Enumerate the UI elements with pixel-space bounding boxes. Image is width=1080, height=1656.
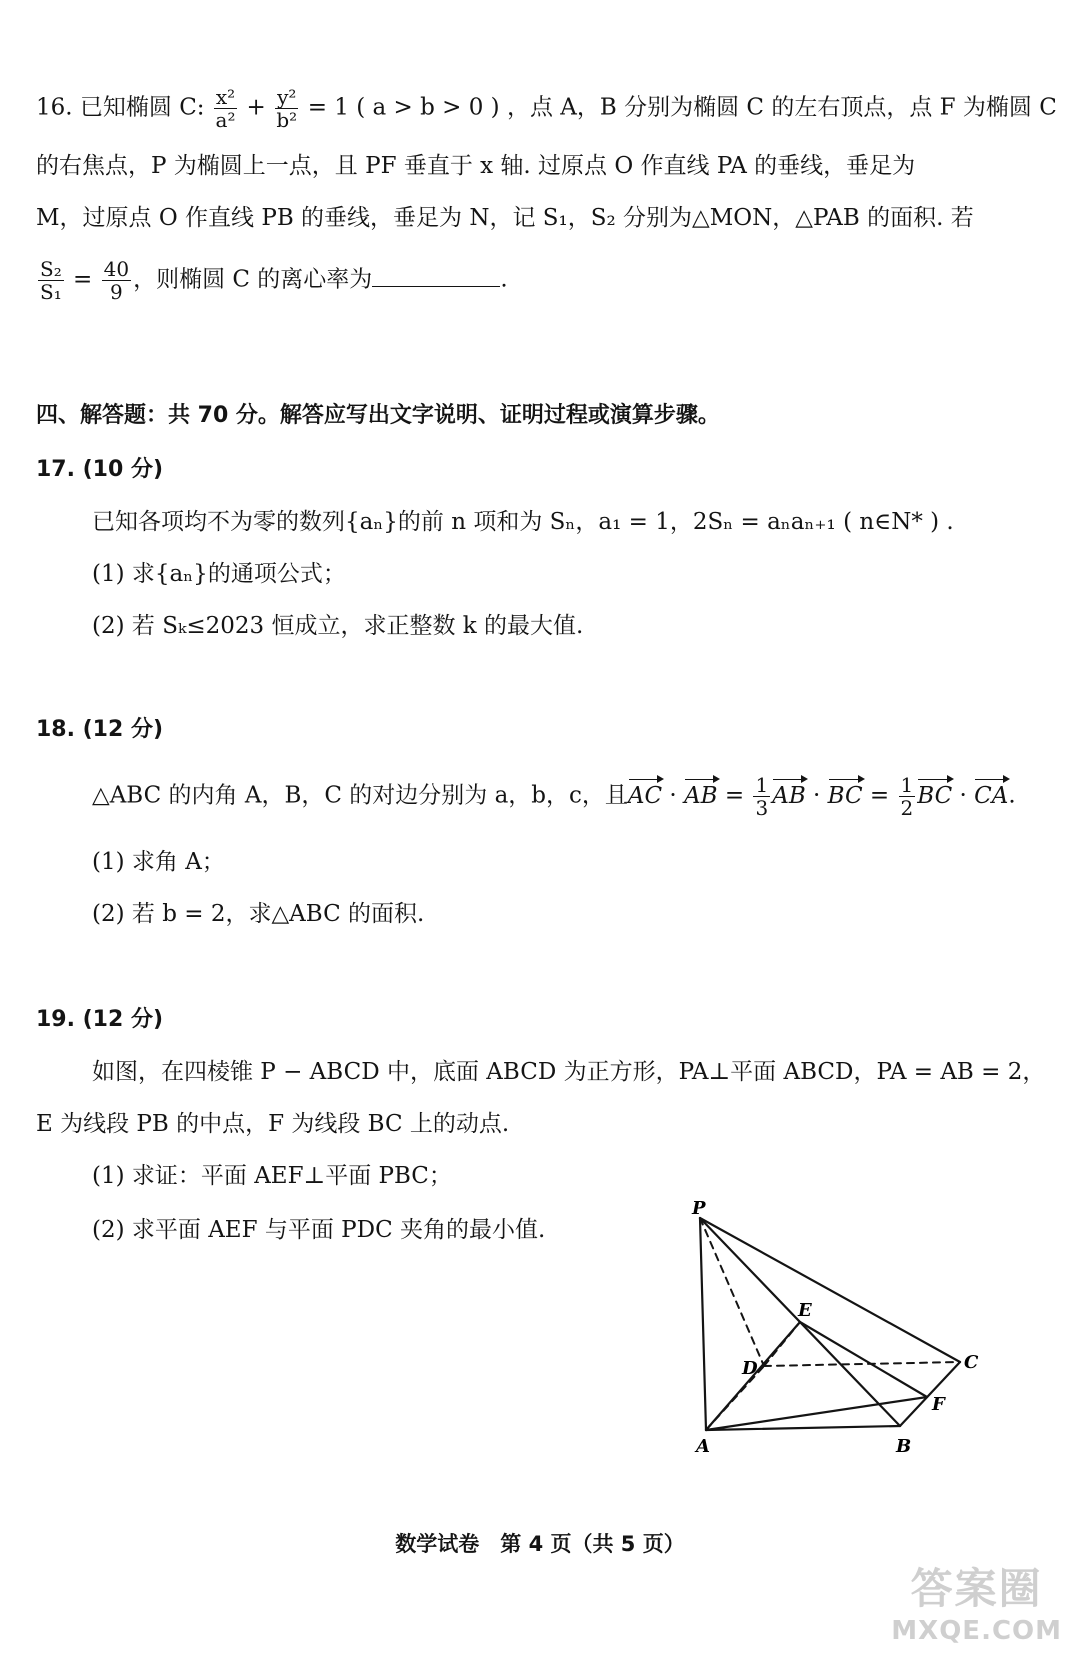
label-d: D	[742, 1358, 758, 1379]
forty-over-nine-fraction: $\frac{40}{9}$	[103, 257, 130, 304]
edge-pd	[700, 1218, 764, 1366]
watermark-logo: 答案圈	[910, 1564, 1043, 1613]
one-half-fraction: $\frac{1}{2}$	[900, 773, 914, 820]
vector-ac: AC	[627, 782, 663, 809]
q18-part1: (1) 求角 A；	[92, 849, 225, 875]
q17-stem: 已知各项均不为零的数列{aₙ}的前 n 项和为 Sₙ，a₁ = 1，2Sₙ = aₙaₙ₊₁ ( n∈N* ) .	[92, 509, 954, 535]
vector-bc-2: BC	[917, 782, 953, 809]
label-e: E	[798, 1300, 812, 1321]
label-b: B	[896, 1436, 912, 1457]
pyramid-figure	[680, 1196, 1010, 1462]
q16-line4: $\frac{\text{S₂}}{\text{S₁}}$ = $\frac{40}{9}$ ，则椭圆 C 的离心率为 .	[40, 257, 508, 304]
s2-over-s1-fraction: $\frac{\text{S₂}}{\text{S₁}}$	[40, 257, 62, 304]
q19-stem-line1: 如图，在四棱锥 P − ABCD 中，底面 ABCD 为正方形，PA⊥平面 ABCD，PA = AB = 2，	[92, 1059, 1046, 1085]
label-a: A	[696, 1436, 710, 1457]
label-c: C	[964, 1352, 979, 1373]
page-footer: 数学试卷 第 4 页（共 5 页）	[395, 1532, 685, 1556]
edge-pa	[700, 1218, 706, 1430]
q16-text-a: 16. 已知椭圆 C:	[36, 94, 212, 121]
label-f: F	[932, 1394, 945, 1415]
q16-text-eccentricity: ，则椭圆 C 的离心率为	[133, 266, 373, 293]
q18-part2: (2) 若 b = 2，求△ABC 的面积.	[92, 901, 425, 927]
vector-ca: CA	[974, 782, 1009, 809]
vector-bc: BC	[827, 782, 863, 809]
q19-part1: (1) 求证：平面 AEF⊥平面 PBC；	[92, 1163, 452, 1189]
vector-ab-2: AB	[772, 782, 806, 809]
q19-stem-line2: E 为线段 PB 的中点，F 为线段 BC 上的动点.	[36, 1111, 510, 1137]
q17-number: 17. (10 分)	[36, 457, 164, 482]
q16-line2: 的右焦点，P 为椭圆上一点，且 PF 垂直于 x 轴. 过原点 O 作直线 PA 的垂线，垂足为	[36, 153, 916, 179]
q18-number: 18. (12 分)	[36, 717, 164, 742]
section-heading: 四、解答题：共 70 分。解答应写出文字说明、证明过程或演算步骤。	[36, 403, 720, 428]
q19-part2: (2) 求平面 AEF 与平面 PDC 夹角的最小值.	[92, 1217, 546, 1243]
answer-blank	[372, 266, 500, 287]
edge-dc	[764, 1362, 960, 1366]
q16-line1: 16. 已知椭圆 C: $\frac{\text{x²}}{\text{a²}}$ + $\frac{\text{y²}}{\text{b²}}$ = 1 ( a > b > 0 ) ，点 A，B 分别为椭圆 C 的左右顶点，点 F 为椭圆 C	[36, 85, 1057, 132]
vector-ab: AB	[684, 782, 718, 809]
watermark-url: MXQE.COM	[891, 1616, 1062, 1646]
q17-part1: (1) 求{aₙ}的通项公式；	[92, 561, 346, 587]
one-third-fraction: $\frac{1}{3}$	[755, 773, 769, 820]
y2-over-b2-fraction: $\frac{\text{y²}}{\text{b²}}$	[276, 85, 298, 132]
q18-stem: △ABC 的内角 A，B，C 的对边分别为 a，b，c，且AC · AB = $\frac{1}{3}$ AB · BC = $\frac{1}{2}$ BC · CA.	[92, 773, 1016, 820]
watermark	[891, 1556, 1062, 1646]
q19-number: 19. (12 分)	[36, 1007, 164, 1032]
q17-part2: (2) 若 Sₖ≤2023 恒成立，求正整数 k 的最大值.	[92, 613, 584, 639]
edge-bc	[900, 1362, 960, 1426]
label-p: P	[692, 1198, 706, 1219]
q16-line3: M，过原点 O 作直线 PB 的垂线，垂足为 N，记 S₁，S₂ 分别为△MON，△PAB 的面积. 若	[36, 205, 974, 231]
x2-over-a2-fraction: $\frac{\text{x²}}{\text{a²}}$	[215, 85, 236, 132]
q16-text-b: = 1 ( a > b > 0 ) ，点 A，B 分别为椭圆 C 的左右顶点，点 F 为椭圆 C	[300, 94, 1057, 121]
